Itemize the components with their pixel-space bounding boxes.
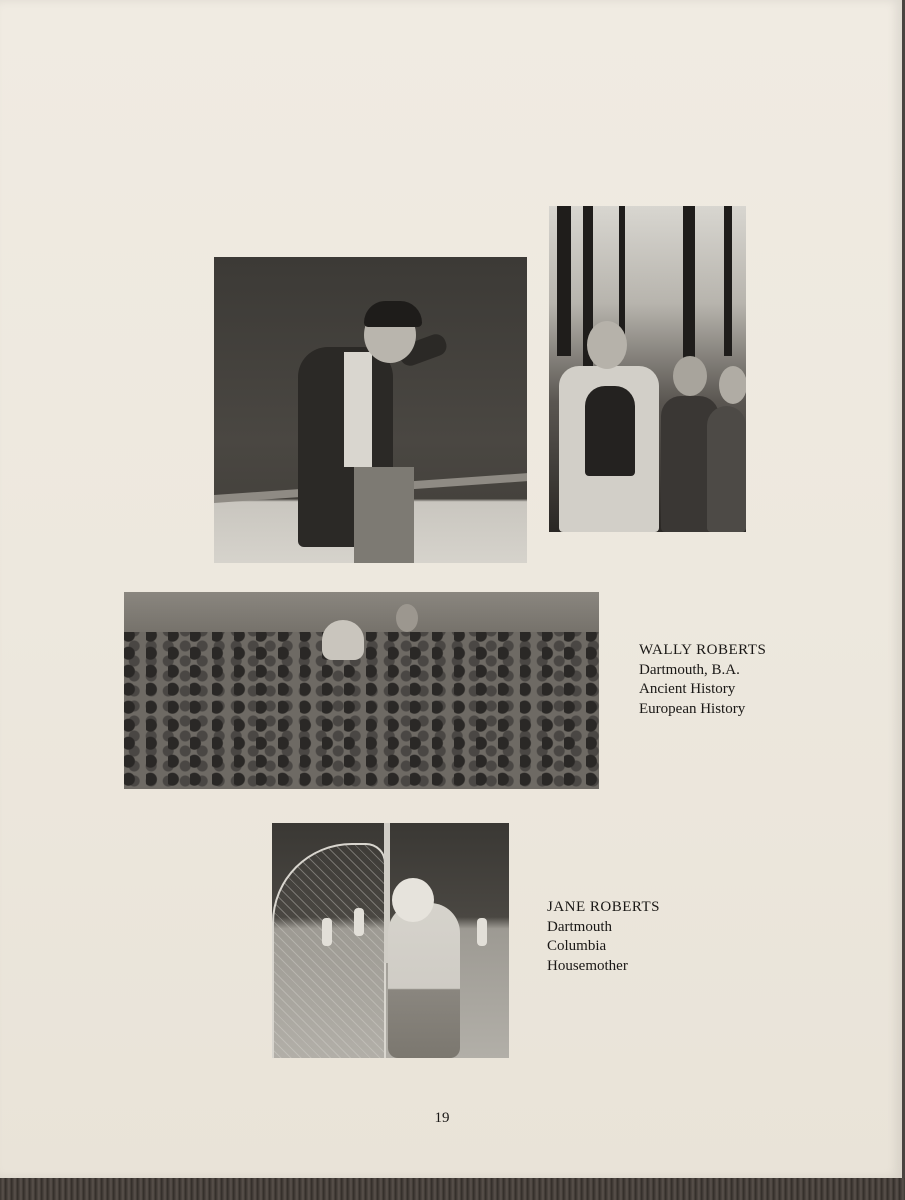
tree-trunk <box>619 206 625 346</box>
caption-name: JANE ROBERTS <box>547 899 661 915</box>
caption-line: Dartmouth, B.A. <box>639 661 740 678</box>
photo-leaf-pile <box>124 592 599 789</box>
background-figure <box>322 918 332 946</box>
figure-head <box>673 356 707 396</box>
photo-man-at-chalkboard <box>214 257 527 563</box>
caption-name: WALLY ROBERTS <box>639 642 767 658</box>
figure-woman <box>388 903 460 1058</box>
caption-wally-roberts <box>639 641 766 719</box>
page-stack-edge <box>0 1178 905 1200</box>
figure-head <box>587 321 627 369</box>
caption-jane-roberts <box>547 898 660 976</box>
figure-boy <box>707 406 746 532</box>
figure-hair <box>364 301 422 327</box>
caption-line: Columbia <box>547 938 607 954</box>
figure-vest <box>585 386 635 476</box>
child-in-leaves <box>322 620 364 660</box>
page-number: 19 <box>434 1110 450 1126</box>
tree-trunk <box>683 206 695 366</box>
background-figure <box>354 908 364 936</box>
tree-trunk <box>724 206 732 356</box>
child-in-leaves <box>396 604 418 632</box>
photo-group-in-woods <box>549 206 746 532</box>
backstop-net <box>272 843 386 1058</box>
caption-line: European History <box>639 700 746 717</box>
caption-line: Ancient History <box>639 681 736 697</box>
figure-shirt <box>344 352 372 467</box>
caption-line: Housemother <box>547 957 628 974</box>
figure-head <box>392 878 434 922</box>
figure-head <box>719 366 746 404</box>
caption-line: Dartmouth <box>547 918 612 935</box>
tree-trunk <box>557 206 571 356</box>
background-figure <box>477 918 487 946</box>
photo-woman-outdoors <box>272 823 509 1058</box>
field-background <box>124 592 599 632</box>
figure-pants <box>354 467 414 563</box>
